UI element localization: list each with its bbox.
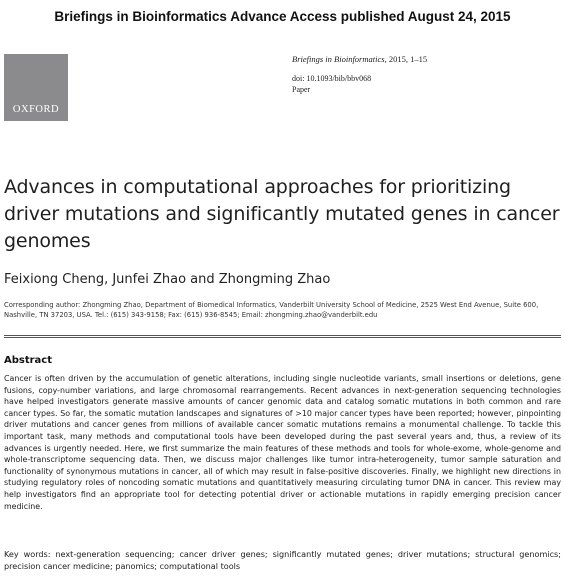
oxford-logo-text: OXFORD (12, 104, 60, 115)
advance-access-banner: Briefings in Bioinformatics Advance Access published August 24, 2015 (54, 9, 511, 24)
oxford-logo (4, 54, 68, 121)
journal-citation (292, 54, 427, 65)
keywords (4, 548, 561, 572)
divider-rule (4, 335, 561, 336)
paper-title: Advances in computational approaches for prioritizing driver mutations and significantly mutated genes in cancer genomes (4, 176, 560, 252)
keywords-label: Key words: (4, 549, 51, 559)
doi[interactable]: doi: 10.1093/bib/bbv068 (292, 74, 372, 83)
author-list: Feixiong Cheng, Junfei Zhao and Zhongming Zhao (4, 272, 331, 287)
divider-rule (4, 337, 561, 338)
keywords-list: next-generation sequencing; cancer driver genes; significantly mutated genes; driver mutations; structural genomics; precision cancer medicine; panomics; computational tools (4, 549, 561, 571)
journal-year-pages: , 2015, 1–15 (384, 54, 428, 64)
article-type: Paper (292, 85, 311, 94)
journal-meta (292, 54, 427, 95)
journal-name: Briefings in Bioinformatics (292, 54, 385, 64)
abstract-text: Cancer is often driven by the accumulation of genetic alterations, including single nucleotide variants, small insertions or deletions, gene fusions, copy-number variations, and large chromosomal rearrangements. Recent advances in next-generation sequencing technologies have helped investigators generate massive amounts of cancer genomic data and catalog somatic mutations in both common and rare cancer types. So far, the somatic mutation landscapes and signatures of >10 major cancer types have been reported; however, pinpointing driver mutations and cancer genes from millions of available cancer somatic mutations remains a monumental challenge. To tackle this important task, many methods and computational tools have been developed during the past several years and, thus, a review of its advances is urgently needed. Here, we first summarize the main features of these methods and tools for whole-exome, whole-genome and whole-transcriptome sequencing data. Then, we discuss major challenges like tumor intra-heterogeneity, tumor sample saturation and functionality of synonymous mutations in cancer, all of which may result in false-positive discoveries. Finally, we highlight new directions in studying regulatory roles of noncoding somatic mutations and quantitatively measuring circulating tumor DNA in cancer. This review may help investigators find an appropriate tool for detecting potential driver or actionable mutations in rapidly emerging precision cancer medicine. (4, 374, 561, 511)
abstract-heading: Abstract (4, 355, 53, 366)
corresponding-author: Corresponding author: Zhongming Zhao, Department of Biomedical Informatics, Vanderbilt University School of Medicine, 2525 West End Avenue, Suite 600, Nashville, TN 37203, USA. Tel.: (615) 343-9158; Fax: (615) 936-8545; Email: zhongming.zhao@vanderbilt.edu (4, 301, 539, 319)
